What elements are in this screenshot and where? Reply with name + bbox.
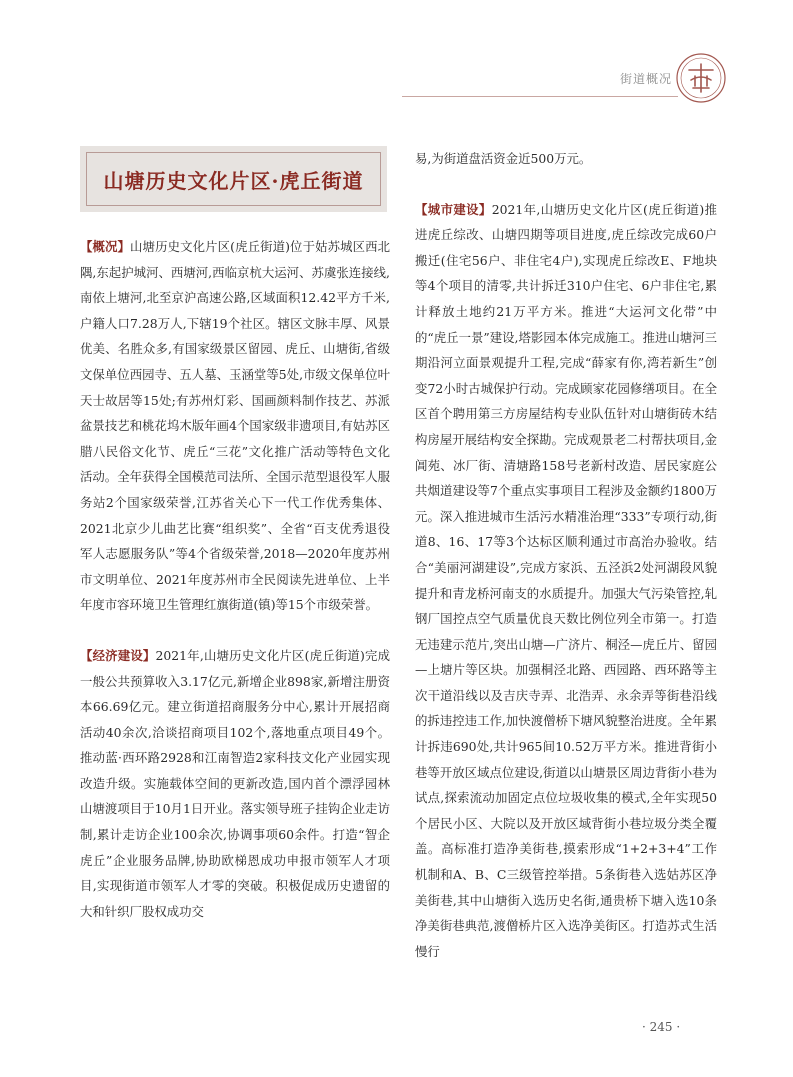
overview-paragraph [80,234,390,618]
economy-text: 2021年,山塘历史文化片区(虎丘街道)完成一般公共预算收入3.17亿元,新增企业898家,新增注册资本66.69亿元。建立街道招商服务分中心,累计开展招商活动40余次,洽谈招商项目102个,落地重点项目49个。推动蓝·西环路2928和江南智造2家科技文化产业园实现改造升级。实施载体空间的更新改造,国内首个漂浮园林山塘渡项目于10月1日开业。落实领导班子挂钩企业走访制,累计走访企业100余次,协调事项60余件。打造“智企虎丘”企业服务品牌,协助欧梯恩成功申报市领军人才项目,实现街道市领军人才零的突破。积极促成历史遗留的大和针织厂股权成功交 [80,647,391,919]
running-header-label: 街道概况 [620,72,673,86]
right-column [415,146,717,964]
overview-tag: 【概况】 [80,239,131,254]
page-number: · 245 · [642,1020,681,1034]
section-title-frame [86,152,381,206]
economy-paragraph [80,643,390,925]
section-title: 山塘历史文化片区·虎丘街道 [103,168,364,193]
economy-tag: 【经济建设】 [80,647,156,663]
urban-paragraph [415,197,717,965]
urban-tag: 【城市建设】 [415,201,492,217]
urban-text: 2021年,山塘历史文化片区(虎丘街道)推进虎丘综改、山塘四期等项目进度,虎丘综改完成60户搬迁(住宅56户、非住宅4户),实现虎丘综改E、F地块等4个项目的清零,共计拆迁310户住宅、6户非住宅,累计释放土地约21万平方米。推进“大运河文化带”中的“虎丘一景”建设,塔影园本体完成施工。推进山塘河三期沿河立面景观提升工程,完成“薛家有你,湾若新生”创变72小时古城保护行动。完成顾家花园修缮项目。在全区首个聘用第三方房屋结构专业队伍针对山塘街砖木结构房屋开展结构安全探勘。完成观景老二村帮扶项目,金阊苑、冰厂街、清塘路158号老新村改造、居民家庭公共烟道建设等7个重点实事项目工程涉及金额约1800万元。深入推进城市生活污水精准治理“333”专项行动,街道8、16、17等3个达标区顺利通过市高治办验收。结合“美丽河湖建设”,完成方家浜、五泾浜2处河湖段风貌提升和青龙桥河南支的水质提升。加强大气污染管控,轧钢厂国控点空气质量优良天数比例位列全市第一。打造无违建示范片,突出山塘—广济片、桐泾—虎丘片、留园—上塘片等区块。加强桐泾北路、西园路、西环路等主次干道沿线以及吉庆寺弄、北浩弄、永余弄等街巷沿线的拆违控违工作,加快渡僧桥下塘风貌整治进度。全年累计拆违690处,共计965间10.52万平方米。推进背街小巷等开放区域点位建设,街道以山塘景区周边背街小巷为试点,探索流动加固定点位垃圾收集的模式,全年实现50个居民小区、大院以及开放区域背街小巷垃圾分类全覆盖。高标准打造净美街巷,摸索形成“1+2+3+4”工作机制和A、B、C三级管控举措。5条街巷入选姑苏区净美街巷,其中山塘街入选历史名街,通贵桥下塘入选10条净美街巷典范,渡僧桥片区入选净美街区。打造苏式生活慢行 [415,201,718,959]
street-emblem-logo [675,52,727,104]
economy-continued-paragraph: 易,为街道盘活资金近500万元。 [415,151,592,166]
left-column [80,234,390,924]
overview-text: 山塘历史文化片区(虎丘街道)位于姑苏城区西北隅,东起护城河、西塘河,西临京杭大运河、苏虞张连接线,南依上塘河,北至京沪高速公路,区域面积12.42平方千米,户籍人口7.28万人,下辖19个社区。辖区文脉丰厚、风景优美、名胜众多,有国家级景区留园、虎丘、山塘街,省级文保单位西园寺、五人墓、玉涵堂等5处,市级文保单位叶天士故居等15处;有苏州灯彩、国画颜料制作技艺、苏派盆景技艺和桃花坞木版年画4个国家级非遗项目,有姑苏区腊八民俗文化节、虎丘“三花”文化推广活动等特色文化活动。全年获得全国模范司法所、全国示范型退役军人服务站2个国家级荣誉,江苏省关心下一代工作优秀集体、2021北京少儿曲艺比赛“组织奖”、全省“百支优秀退役军人志愿服务队”等4个省级荣誉,2018—2020年度苏州市文明单位、2021年度苏州市全民阅读先进单位、上半年度市容环境卫生管理红旗街道(镇)等15个市级荣誉。 [80,239,391,613]
header-rule [402,96,678,97]
section-title-box [80,146,387,212]
